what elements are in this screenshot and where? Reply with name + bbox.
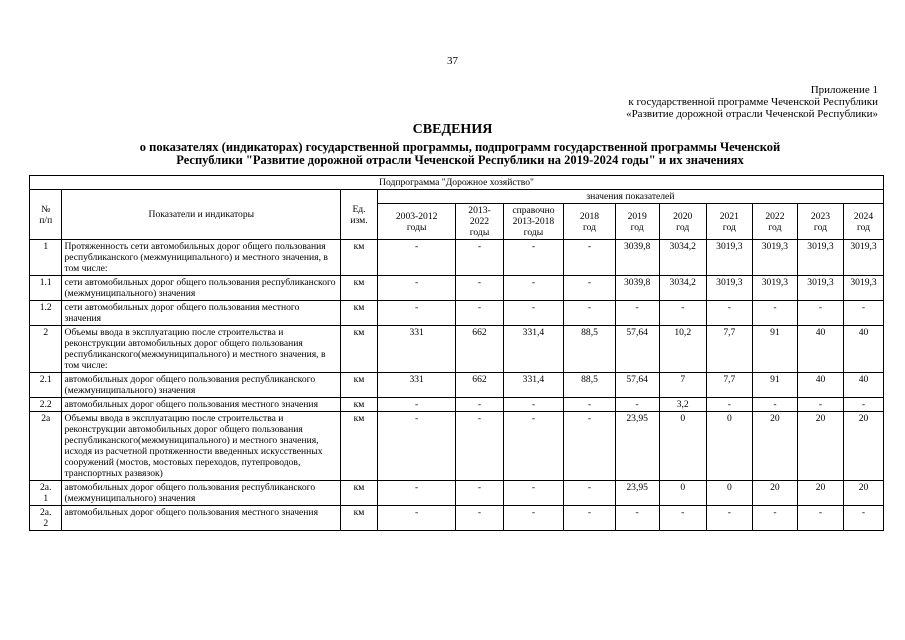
value-cell: 20	[797, 481, 843, 506]
header-period: 2023 год	[797, 204, 843, 240]
value-cell: -	[564, 398, 615, 412]
header-unit: Ед. изм.	[341, 190, 378, 240]
value-cell: -	[564, 240, 615, 276]
value-cell: 3019,3	[752, 240, 797, 276]
value-cell: -	[377, 506, 456, 531]
header-indicators: Показатели и индикаторы	[62, 190, 341, 240]
row-number: 2а. 1	[30, 481, 62, 506]
unit-cell: км	[341, 373, 378, 398]
value-cell: -	[377, 301, 456, 326]
unit-cell: км	[341, 412, 378, 481]
value-cell: 7,7	[706, 326, 752, 373]
value-cell: -	[456, 481, 503, 506]
header-period: 2019 год	[615, 204, 659, 240]
value-cell: 3019,3	[797, 276, 843, 301]
indicator-name: автомобильных дорог общего пользования республиканского (межмуниципального) значения	[62, 373, 341, 398]
value-cell: 91	[752, 373, 797, 398]
value-cell: 3,2	[659, 398, 706, 412]
value-cell: -	[659, 301, 706, 326]
value-cell: 0	[706, 481, 752, 506]
value-cell: 0	[706, 412, 752, 481]
value-cell: 0	[659, 412, 706, 481]
subtitle-line-1: о показателях (индикаторах) государственной программы, подпрограмм государственной программы Чеченской	[139, 140, 781, 154]
value-cell: -	[564, 506, 615, 531]
indicator-name: Протяженность сети автомобильных дорог общего пользования республиканского (межмуниципального) и местного значения, в том числе:	[62, 240, 341, 276]
unit-cell: км	[341, 240, 378, 276]
header-period: справочно 2013-2018 годы	[503, 204, 564, 240]
value-cell: -	[503, 506, 564, 531]
value-cell: -	[377, 240, 456, 276]
table-row	[30, 301, 884, 326]
row-number: 2а	[30, 412, 62, 481]
value-cell: 10,2	[659, 326, 706, 373]
value-cell: -	[752, 398, 797, 412]
document-title: СВЕДЕНИЯ	[412, 122, 493, 137]
value-cell: 7,7	[706, 373, 752, 398]
value-cell: 662	[456, 373, 503, 398]
value-cell: -	[615, 398, 659, 412]
value-cell: 3019,3	[752, 276, 797, 301]
indicators-table	[29, 175, 884, 531]
appendix-line-3: «Развитие дорожной отрасли Чеченской Республики»	[626, 108, 878, 120]
table-row	[30, 373, 884, 398]
indicator-name: автомобильных дорог общего пользования республиканского (межмуниципального) значения	[62, 481, 341, 506]
value-cell: 20	[752, 481, 797, 506]
unit-cell: км	[341, 481, 378, 506]
row-number: 2.2	[30, 398, 62, 412]
value-cell: 20	[797, 412, 843, 481]
value-cell: 40	[844, 326, 884, 373]
header-period: 2024 год	[844, 204, 884, 240]
value-cell: -	[503, 240, 564, 276]
value-cell: 3034,2	[659, 240, 706, 276]
value-cell: -	[797, 301, 843, 326]
indicator-name: автомобильных дорог общего пользования местного значения	[62, 398, 341, 412]
value-cell: -	[844, 506, 884, 531]
unit-cell: км	[341, 398, 378, 412]
table-row	[30, 276, 884, 301]
value-cell: -	[456, 240, 503, 276]
subprogram-header: Подпрограмма "Дорожное хозяйство"	[30, 176, 884, 190]
value-cell: -	[456, 301, 503, 326]
value-cell: 331	[377, 326, 456, 373]
row-number: 2а. 2	[30, 506, 62, 531]
value-cell: -	[844, 398, 884, 412]
header-num: № п/п	[30, 190, 62, 240]
unit-cell: км	[341, 301, 378, 326]
value-cell: 3019,3	[706, 276, 752, 301]
value-cell: -	[752, 506, 797, 531]
value-cell: -	[377, 412, 456, 481]
value-cell: -	[377, 276, 456, 301]
value-cell: 57,64	[615, 326, 659, 373]
value-cell: 40	[797, 326, 843, 373]
header-values-group: значения показателей	[377, 190, 883, 204]
row-number: 2.1	[30, 373, 62, 398]
value-cell: -	[503, 301, 564, 326]
value-cell: -	[564, 481, 615, 506]
unit-cell: км	[341, 326, 378, 373]
value-cell: -	[615, 301, 659, 326]
subtitle-line-2: Республики "Развитие дорожной отрасли Чеченской Республики на 2019-2024 годы" и их значениях	[176, 153, 744, 167]
table-row	[30, 240, 884, 276]
value-cell: -	[456, 398, 503, 412]
value-cell: 3039,8	[615, 240, 659, 276]
value-cell: 88,5	[564, 326, 615, 373]
value-cell: -	[564, 276, 615, 301]
value-cell: -	[659, 506, 706, 531]
header-period: 2021 год	[706, 204, 752, 240]
value-cell: 40	[844, 373, 884, 398]
appendix-line-1: Приложение 1	[810, 84, 878, 96]
value-cell: 3039,8	[615, 276, 659, 301]
value-cell: 91	[752, 326, 797, 373]
table-row	[30, 506, 884, 531]
value-cell: -	[456, 276, 503, 301]
table-row	[30, 398, 884, 412]
header-period: 2013- 2022 годы	[456, 204, 503, 240]
value-cell: -	[797, 398, 843, 412]
value-cell: 331,4	[503, 373, 564, 398]
value-cell: 23,95	[615, 481, 659, 506]
value-cell: 0	[659, 481, 706, 506]
header-period: 2022 год	[752, 204, 797, 240]
value-cell: -	[456, 412, 503, 481]
value-cell: -	[503, 398, 564, 412]
document-subtitle	[60, 141, 860, 167]
value-cell: 57,64	[615, 373, 659, 398]
value-cell: -	[564, 412, 615, 481]
value-cell: 3019,3	[844, 240, 884, 276]
appendix-line-2: к государственной программе Чеченской Республики	[628, 96, 878, 108]
value-cell: 3019,3	[844, 276, 884, 301]
value-cell: -	[797, 506, 843, 531]
value-cell: 40	[797, 373, 843, 398]
header-period: 2018 год	[564, 204, 615, 240]
indicator-name: сети автомобильных дорог общего пользования местного значения	[62, 301, 341, 326]
indicator-name: Объемы ввода в эксплуатацию после строительства и реконструкции автомобильных дорог общего пользования республиканского(межмуниципального) и местного значения, исходя из расчетной протяженности введенных искусственных сооружений (мостов, мостовых переходов, путепроводов, транспортных развязок)	[62, 412, 341, 481]
page-number: 37	[447, 55, 458, 67]
value-cell: 331	[377, 373, 456, 398]
value-cell: 23,95	[615, 412, 659, 481]
unit-cell: км	[341, 506, 378, 531]
value-cell: 88,5	[564, 373, 615, 398]
value-cell: -	[377, 481, 456, 506]
table-row	[30, 481, 884, 506]
header-period: 2003-2012 годы	[377, 204, 456, 240]
value-cell: -	[706, 301, 752, 326]
value-cell: -	[564, 301, 615, 326]
value-cell: -	[706, 398, 752, 412]
row-number: 2	[30, 326, 62, 373]
indicator-name: автомобильных дорог общего пользования местного значения	[62, 506, 341, 531]
value-cell: -	[706, 506, 752, 531]
value-cell: 20	[844, 481, 884, 506]
value-cell: -	[752, 301, 797, 326]
row-number: 1.1	[30, 276, 62, 301]
value-cell: -	[503, 412, 564, 481]
value-cell: 20	[752, 412, 797, 481]
value-cell: -	[503, 481, 564, 506]
table-row	[30, 326, 884, 373]
value-cell: -	[456, 506, 503, 531]
row-number: 1.2	[30, 301, 62, 326]
indicator-name: Объемы ввода в эксплуатацию после строительства и реконструкции автомобильных дорог общего пользования республиканского(межмуниципального) и местного значения, в том числе:	[62, 326, 341, 373]
row-number: 1	[30, 240, 62, 276]
value-cell: -	[615, 506, 659, 531]
value-cell: 3019,3	[706, 240, 752, 276]
value-cell: -	[503, 276, 564, 301]
value-cell: 3034,2	[659, 276, 706, 301]
value-cell: 662	[456, 326, 503, 373]
header-period: 2020 год	[659, 204, 706, 240]
value-cell: 7	[659, 373, 706, 398]
indicator-name: сети автомобильных дорог общего пользования республиканского (межмуниципального) значения	[62, 276, 341, 301]
unit-cell: км	[341, 276, 378, 301]
value-cell: -	[844, 301, 884, 326]
appendix-header	[626, 84, 878, 120]
value-cell: 3019,3	[797, 240, 843, 276]
table-row	[30, 412, 884, 481]
value-cell: 20	[844, 412, 884, 481]
value-cell: -	[377, 398, 456, 412]
value-cell: 331,4	[503, 326, 564, 373]
